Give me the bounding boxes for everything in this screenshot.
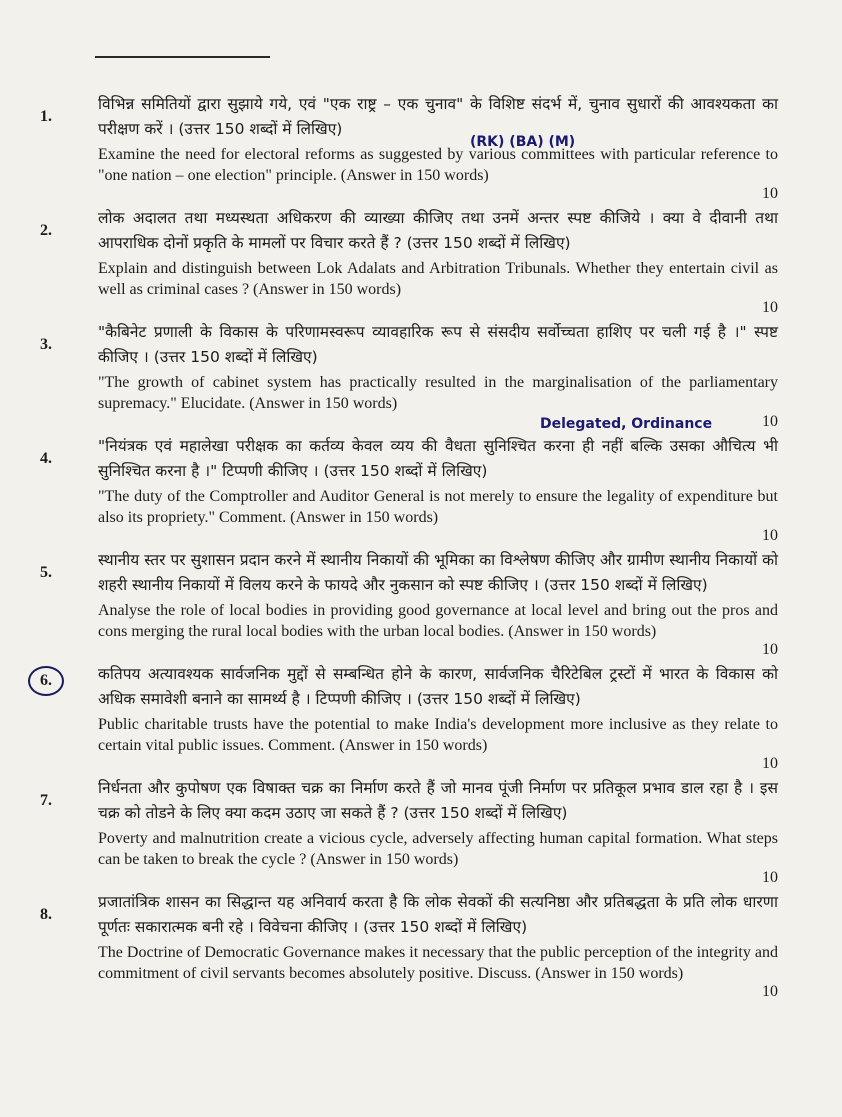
question-text-hindi: निर्धनता और कुपोषण एक विषाक्त चक्र का निर्माण करते हैं जो मानव पूंजी निर्माण पर प्रतिकूल प्रभाव डाल रहा है । इस चक्र को तोडने के लिए क्या कदम उठाए जा सकते हैं ? (उत्तर 150 शब्दों में लिखिए) <box>98 779 778 822</box>
question-marks: 10 <box>762 299 778 316</box>
question-number: 8. <box>40 906 52 923</box>
question-text-english: "The duty of the Comptroller and Auditor General is not merely to ensure the legality of expenditure but also its propriety." Comment. (Answer in 150 words) <box>98 488 778 526</box>
question-7 <box>0 776 842 886</box>
question-text-english: Public charitable trusts have the potential to make India's development more inclusive as they relate to certain vital public issues. Comment. (Answer in 150 words) <box>98 716 778 754</box>
question-number: 5. <box>40 564 52 581</box>
question-text-hindi: कतिपय अत्यावश्यक सार्वजनिक मुद्दों से सम्बन्धित होने के कारण, सार्वजनिक चैरिटेबिल ट्रस्टों में भारत के विकास को अधिक समावेशी बनाने का सामर्थ्य है । टिप्पणी कीजिए । (उत्तर 150 शब्दों में लिखिए) <box>98 665 778 708</box>
question-3 <box>0 320 842 430</box>
question-number: 1. <box>40 108 52 125</box>
question-text-hindi: लोक अदालत तथा मध्यस्थता अधिकरण की व्याख्या कीजिए तथा उनमें अन्तर स्पष्ट कीजिये । क्या वे दीवानी तथा आपराधिक दोनों प्रकृति के मामलों पर विचार करते हैं ? (उत्तर 150 शब्दों में लिखिए) <box>98 209 778 252</box>
question-6 <box>0 662 842 772</box>
question-8 <box>0 890 842 1000</box>
handwritten-note: (RK) (BA) (M) <box>470 134 576 150</box>
top-rule <box>95 56 270 58</box>
question-text-hindi: "नियंत्रक एवं महालेखा परीक्षक का कर्तव्य केवल व्यय की वैधता सुनिश्चित करना ही नहीं बल्कि उसका औचित्य भी सुनिश्चित करना है ।" टिप्पणी कीजिए । (उत्तर 150 शब्दों में लिखिए) <box>98 437 778 480</box>
question-text-hindi: विभिन्न समितियों द्वारा सुझाये गये, एवं "एक राष्ट्र – एक चुनाव" के विशिष्ट संदर्भ में, चुनाव सुधारों की आवश्यकता का परीक्षण करें । (उत्तर 150 शब्दों में लिखिए) <box>98 95 778 138</box>
question-text-hindi: स्थानीय स्तर पर सुशासन प्रदान करने में स्थानीय निकायों की भूमिका का विश्लेषण कीजिए और ग्रामीण स्थानीय निकायों को शहरी स्थानीय निकायों में विलय करने के फायदे और नुकसान को स्पष्ट कीजिए । (उत्तर 150 शब्दों में लिखिए) <box>98 551 778 594</box>
question-marks: 10 <box>762 413 778 430</box>
question-number: 4. <box>40 450 52 467</box>
question-number: 6. <box>28 666 64 696</box>
question-number: 7. <box>40 792 52 809</box>
question-text-english: Analyse the role of local bodies in providing good governance at local level and bring out the pros and cons merging the rural local bodies with the urban local bodies. (Answer in 150 words) <box>98 602 778 640</box>
question-1 <box>0 92 842 202</box>
question-marks: 10 <box>762 641 778 658</box>
question-text-hindi: "कैबिनेट प्रणाली के विकास के परिणामस्वरूप व्यावहारिक रूप से संसदीय सर्वोच्चता हाशिए पर चली गई है ।" स्पष्ट कीजिए । (उत्तर 150 शब्दों में लिखिए) <box>98 323 778 366</box>
handwritten-note: Delegated, Ordinance <box>540 416 713 432</box>
question-text-english: The Doctrine of Democratic Governance makes it necessary that the public perception of the integrity and commitment of civil servants becomes absolutely positive. Discuss. (Answer in 150 words) <box>98 944 778 982</box>
question-text-english: Poverty and malnutrition create a vicious cycle, adversely affecting human capital formation. What steps can be taken to break the cycle ? (Answer in 150 words) <box>98 830 778 868</box>
question-marks: 10 <box>762 527 778 544</box>
question-paper <box>0 92 842 1004</box>
question-number: 2. <box>40 222 52 239</box>
question-text-english: Explain and distinguish between Lok Adalats and Arbitration Tribunals. Whether they entertain civil as well as criminal cases ? (Answer in 150 words) <box>98 260 778 298</box>
question-text-hindi: प्रजातांत्रिक शासन का सिद्धान्त यह अनिवार्य करता है कि लोक सेवकों की सत्यनिष्ठा और प्रतिबद्धता के प्रति लोक धारणा पूर्णतः सकारात्मक बनी रहे । विवेचना कीजिए । (उत्तर 150 शब्दों में लिखिए) <box>98 893 778 936</box>
question-4 <box>0 434 842 544</box>
question-marks: 10 <box>762 185 778 202</box>
question-text-english: Examine the need for electoral reforms as suggested by various committees with particular reference to "one nation – one election" principle. (Answer in 150 words) <box>98 146 778 184</box>
question-marks: 10 <box>762 755 778 772</box>
question-number: 3. <box>40 336 52 353</box>
question-text-english: "The growth of cabinet system has practically resulted in the marginalisation of the parliamentary supremacy." Elucidate. (Answer in 150 words) <box>98 374 778 412</box>
question-marks: 10 <box>762 869 778 886</box>
question-2 <box>0 206 842 316</box>
question-marks: 10 <box>762 983 778 1000</box>
question-5 <box>0 548 842 658</box>
